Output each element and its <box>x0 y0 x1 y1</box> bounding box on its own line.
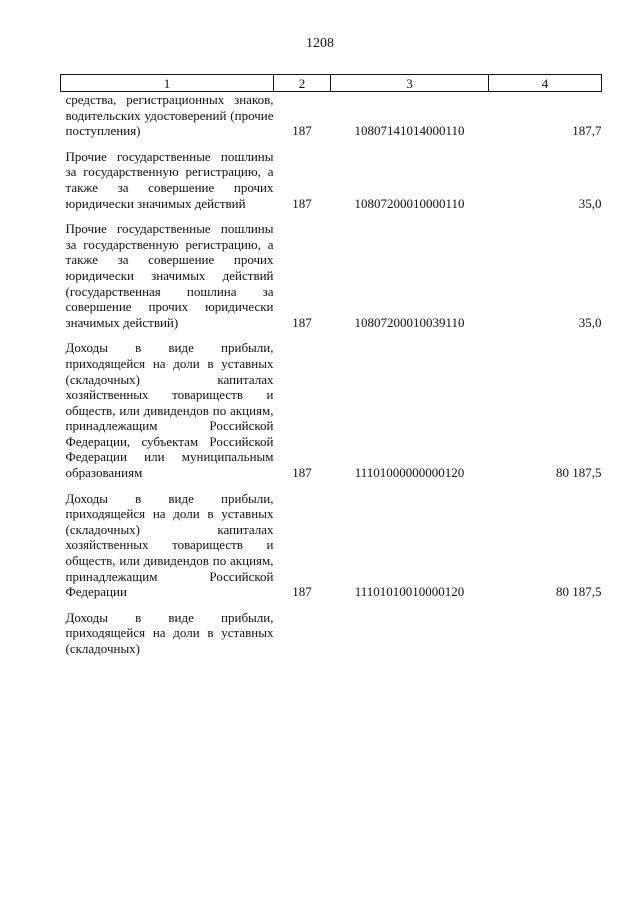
revenue-name: Прочие государственные пошлины за государственную регистрацию, а также за совершение прочих юридически значимых действий <box>65 148 274 211</box>
revenue-name-cell <box>61 221 274 340</box>
revenue-name-cell <box>61 491 274 610</box>
table-header <box>61 75 602 92</box>
revenue-name: Доходы в виде прибыли, приходящейся на доли в уставных (складочных) капиталах хозяйственных товариществ и обществ, или дивидендов по акциям, принадлежащим Российской Федерации <box>65 490 274 600</box>
column-header-4: 4 <box>489 75 602 92</box>
table-row <box>61 92 602 149</box>
revenue-name: Доходы в виде прибыли, приходящейся на доли в уставных (складочных) капиталах хозяйственных товариществ и обществ, или дивидендов по акциям, принадлежащим Российской Федерации, субъектам Российской Федерации или муниципальным образованиям <box>65 340 274 481</box>
table-row <box>61 610 602 657</box>
table-body <box>61 92 602 657</box>
budget-revenue-table <box>60 74 602 657</box>
budget-code-cell: 11101010010000120 <box>354 584 465 600</box>
table-row <box>61 340 602 490</box>
revenue-name-cell <box>61 149 274 221</box>
page-number: 1208 <box>306 36 334 51</box>
amount-cell: 80 187,5 <box>556 465 602 481</box>
admin-code-cell: 187 <box>292 584 312 600</box>
column-header-1: 1 <box>61 75 274 92</box>
amount-cell <box>489 610 602 657</box>
table-row <box>61 149 602 221</box>
budget-code-cell: 10807141014000110 <box>354 123 465 139</box>
budget-code-cell: 11101000000000120 <box>354 465 465 481</box>
revenue-name: средства, регистрационных знаков, водительских удостоверений (прочие поступления) <box>65 92 274 139</box>
revenue-name: Доходы в виде прибыли, приходящейся на доли в уставных (складочных) <box>65 609 274 656</box>
admin-code-cell <box>274 610 331 657</box>
table-row <box>61 221 602 340</box>
admin-code-cell: 187 <box>292 314 312 330</box>
admin-code-cell: 187 <box>292 195 312 211</box>
revenue-name-cell <box>61 92 274 149</box>
column-header-2: 2 <box>274 75 331 92</box>
amount-cell: 35,0 <box>578 195 602 211</box>
revenue-name: Прочие государственные пошлины за государственную регистрацию, а также за совершение прочих юридически значимых действий (государственная пошлина за совершение прочих юридически значимых действий) <box>65 221 274 330</box>
budget-code-cell <box>331 610 489 657</box>
budget-code-cell: 10807200010000110 <box>354 195 465 211</box>
budget-code-cell: 10807200010039110 <box>354 314 465 330</box>
revenue-name-cell <box>61 610 274 657</box>
admin-code-cell: 187 <box>292 123 312 139</box>
amount-cell: 35,0 <box>578 314 602 330</box>
amount-cell: 187,7 <box>572 123 602 139</box>
table-row <box>61 491 602 610</box>
column-header-3: 3 <box>331 75 489 92</box>
amount-cell: 80 187,5 <box>556 584 602 600</box>
admin-code-cell: 187 <box>292 465 312 481</box>
header-row <box>61 75 602 92</box>
revenue-name-cell <box>61 340 274 490</box>
